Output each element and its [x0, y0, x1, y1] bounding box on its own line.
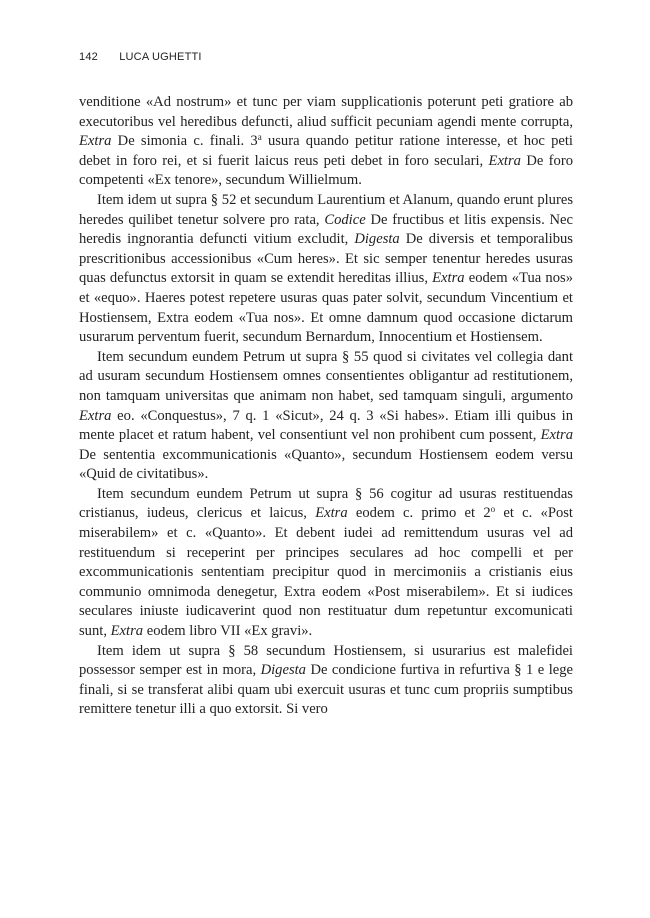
italic-citation: Extra [540, 427, 573, 444]
text-run: Item idem ut supra § 52 et secundum Laurentium et Alanum, quando erunt plures heredes quilibet tenetur solvere pro rata, [79, 191, 573, 228]
text-run: De diversis et temporalibus prescritionibus accessionibus «Cum heres». Et sic semper tenentur heredes usuras quas defunctus extorsit in quam se extendit hereditas illius, [79, 231, 573, 287]
text-run: De condicione furtiva in refurtiva § 1 e lege finali, si se transferat alibi quam ubi exercuit usuras et tunc cum propriis sumptibus remittere tenetur illi a quo extorsit. Si vero [79, 662, 574, 718]
text-run: usura quando petitur ratione interesse, et hoc peti debet in foro rei, et si fuerit laicus reus peti debet in foro seculari, [79, 133, 573, 169]
text-run: eodem libro VII «Ex gravi». [143, 623, 313, 640]
paragraph [79, 93, 573, 191]
italic-citation: Extra [488, 152, 521, 169]
italic-citation: Codice [324, 211, 366, 228]
paragraph [79, 348, 573, 485]
text-run: eo. «Conquestus», 7 q. 1 «Sicut», 24 q. 3 «Si habes». Etiam illi quibus in mente placet et ratum habent, vel consentiunt vel non prohibent cum possent, [79, 407, 573, 444]
italic-citation: Extra [110, 623, 144, 640]
text-run: Item idem ut supra § 58 secundum Hostiensem, si usurarius est malefidei possessor semper est in mora, [79, 642, 573, 679]
paragraph [79, 485, 573, 642]
text-run: venditione «Ad nostrum» et tunc per viam supplicationis poterunt peti gratiore ab executoribus vel heredibus defuncti, aliud sufficit pecuniam agendi mente corrupta, [79, 94, 573, 130]
italic-citation: Extra [79, 133, 112, 150]
superscript: a [257, 132, 262, 143]
superscript: o [490, 504, 496, 515]
text-run: et c. «Post miserabilem» et c. «Quanto». Et debent iudei ad remittendum usuras vel ad restituendum si receperint per principes seculares ad hoc compelli et per excommunicationis sententiam precipitur quod in mercimoniis a cristianis eius communio omnimoda denegetur, Extra eodem «Post miserabilem». Et si iudices seculares iniuste iudicaverint quod non restituatur dum repetuntur excomunicati sunt, [79, 505, 573, 640]
text-run: Item secundum eundem Petrum ut supra § 55 quod si civitates vel collegia dant ad usuram secundum Hostiensem omnes consentientes obligantur ad restitutionem, non tamquam universitas que animam non habet, sed tamquam singuli, argumento [79, 348, 573, 404]
text-run: De simonia c. finali. 3 [111, 133, 258, 150]
text-run: eodem «Tua nos» et «equo». Haeres potest repetere usuras quas pater solvit, secundum Vincentium et Hostiensem, Extra eodem «Tua nos». Et omne damnum quod occasione dictarum usurarum perventum fuerit, secundum Bernardum, Innocentium et Hostiensem. [79, 270, 573, 346]
running-header [79, 51, 202, 63]
italic-citation: Digesta [260, 662, 306, 679]
text-run: De fructibus et litis expensis. Nec heredis ingnorantia defuncti vitium excludit, [79, 211, 573, 248]
italic-citation: Extra [315, 505, 348, 522]
text-run: De sententia excommunicationis «Quanto», secundum Hostiensem eodem versu «Quid de civitatibus». [79, 446, 573, 483]
running-title: LUCA UGHETTI [119, 51, 202, 63]
italic-citation: Digesta [354, 231, 400, 248]
page-number: 142 [79, 51, 98, 63]
body-text [79, 93, 573, 720]
text-run: eodem c. primo et 2 [347, 505, 491, 522]
italic-citation: Extra [79, 407, 112, 424]
text-run: Item secundum eundem Petrum ut supra § 56 cogitur ad usuras restituendas cristianus, iudeus, clericus et laicus, [79, 485, 573, 522]
paragraph [79, 642, 573, 720]
italic-citation: Extra [432, 270, 465, 287]
text-run: De foro competenti «Ex tenore», secundum Willielmum. [79, 152, 573, 189]
paragraph [79, 191, 573, 348]
